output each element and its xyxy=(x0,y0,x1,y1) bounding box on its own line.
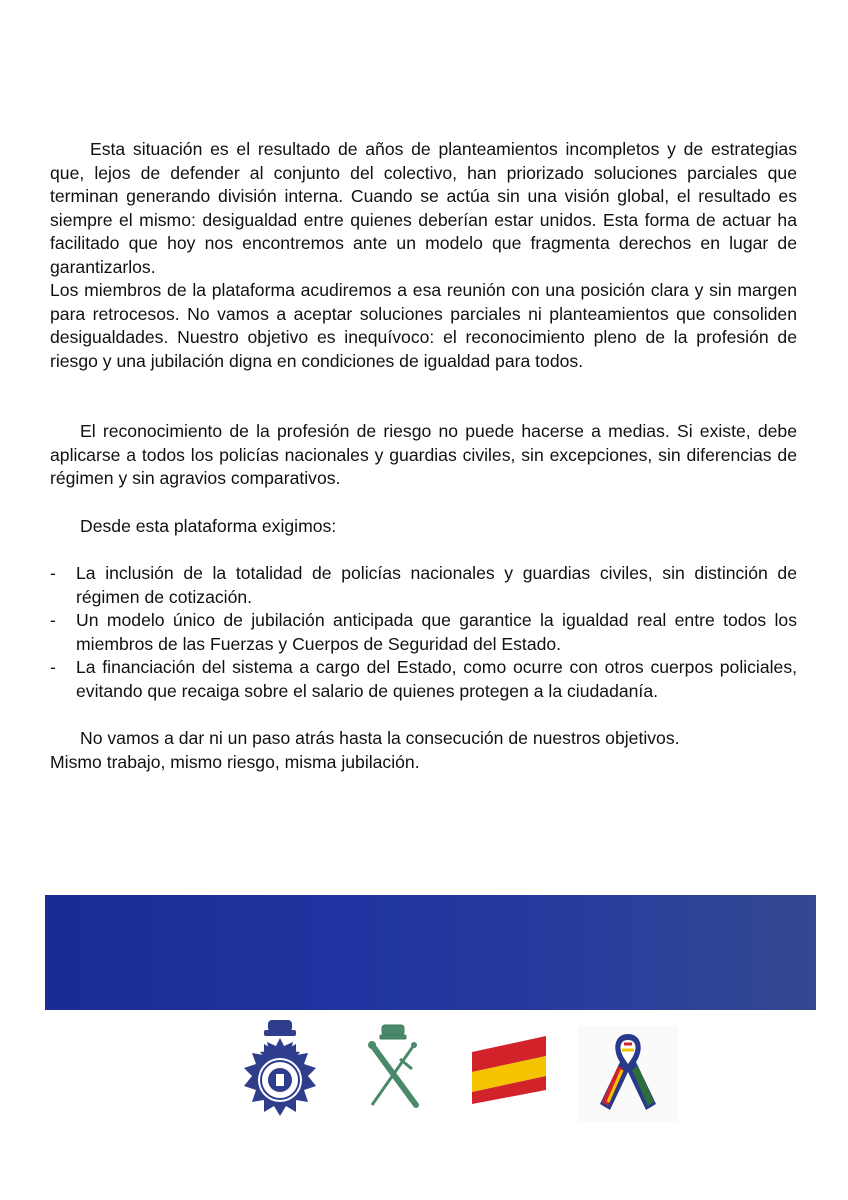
demands-list xyxy=(50,562,797,703)
list-item-text: La financiación del sistema a cargo del Estado, como ocurre con otros cuerpos policiales, evitando que recaiga sobre el salario de quienes protegen a la ciudadanía. xyxy=(76,657,797,701)
policia-nacional-emblem-icon xyxy=(240,1018,320,1120)
list-item xyxy=(50,609,797,656)
closing-line-2: Mismo trabajo, mismo riesgo, misma jubilación. xyxy=(50,751,420,772)
paragraph-exigimos: Desde esta plataforma exigimos: xyxy=(80,515,337,536)
spanish-flag-icon xyxy=(470,1034,548,1106)
blue-banner xyxy=(45,895,816,1010)
list-item xyxy=(50,656,797,703)
list-dash: - xyxy=(50,563,56,583)
closing-line-1: No vamos a dar ni un paso atrás hasta la consecución de nuestros objetivos. xyxy=(80,728,680,748)
logo-row xyxy=(0,1018,848,1128)
paragraph-plataforma: Los miembros de la plataforma acudiremos a esa reunión con una posición clara y sin margen para retrocesos. No vamos a aceptar soluciones parciales ni planteamientos que consoliden desigualdades. Nuestro objetivo es inequívoco: el reconocimiento pleno de la profesión de riesgo y una jubilación digna en condiciones de igualdad para todos. xyxy=(50,280,797,371)
list-dash: - xyxy=(50,610,56,630)
list-dash: - xyxy=(50,657,56,677)
paragraph-reconocimiento: El reconocimiento de la profesión de riesgo no puede hacerse a medias. Si existe, debe aplicarse a todos los policías nacionales y guardias civiles, sin excepciones, sin diferencias de régimen y sin agravios comparativos. xyxy=(50,421,797,488)
list-item-text: La inclusión de la totalidad de policías nacionales y guardias civiles, sin distinción de régimen de cotización. xyxy=(76,563,797,607)
spain-ribbon-icon xyxy=(578,1026,678,1122)
guardia-civil-emblem-icon xyxy=(360,1023,426,1115)
document-body xyxy=(50,138,797,774)
list-item xyxy=(50,562,797,609)
paragraph-situacion: Esta situación es el resultado de años de planteamientos incompletos y de estrategias que, lejos de defender al conjunto del colectivo, han priorizado soluciones parciales que terminan generando división interna. Cuando se actúa sin una visión global, el resultado es siempre el mismo: desigualdad entre quienes deberían estar unidos. Esta forma de actuar ha facilitado que hoy nos encontremos ante un modelo que fragmenta derechos en lugar de garantizarlos. xyxy=(50,139,797,277)
list-item-text: Un modelo único de jubilación anticipada que garantice la igualdad real entre todos los miembros de las Fuerzas y Cuerpos de Seguridad del Estado. xyxy=(76,610,797,654)
